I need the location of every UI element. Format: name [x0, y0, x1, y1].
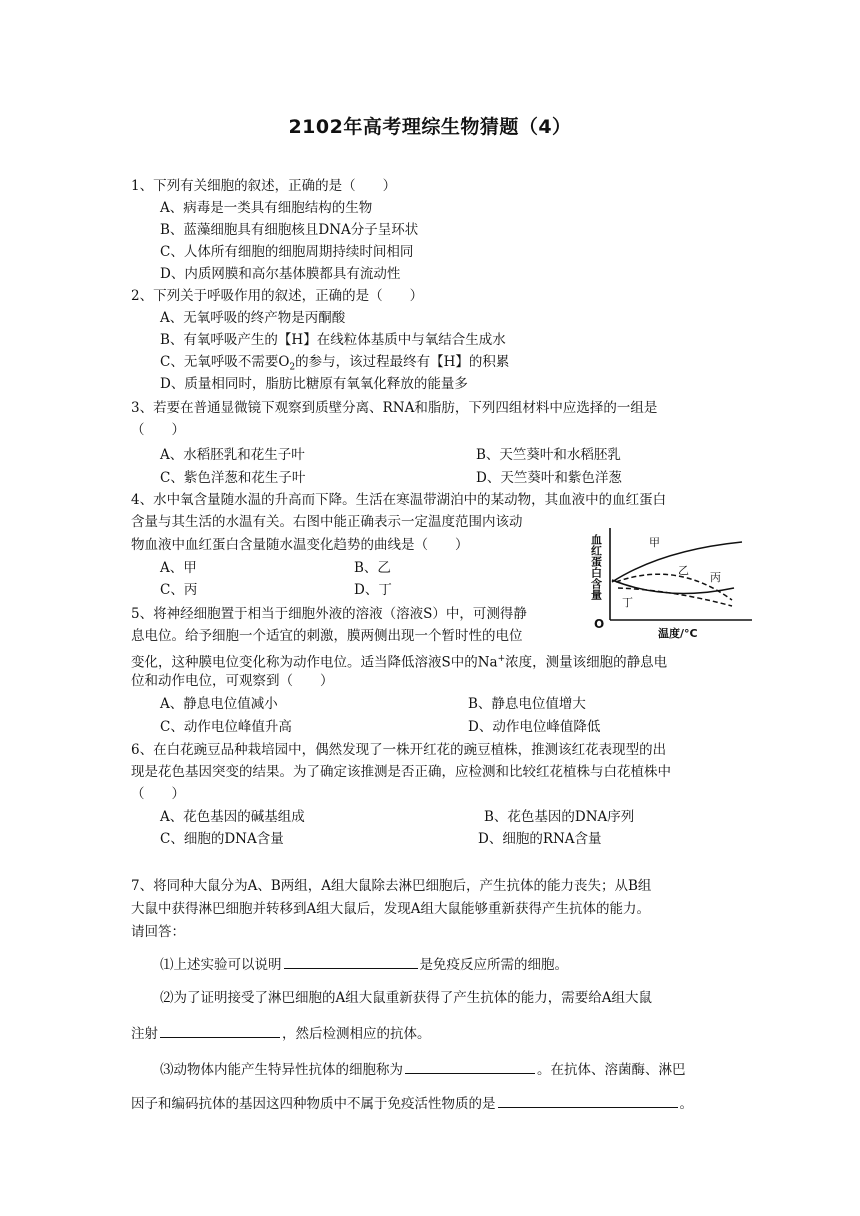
series-ding-label: 丁 [622, 596, 633, 609]
q4-option-a: A、甲 [160, 560, 197, 576]
hemoglobin-temperature-chart [582, 520, 758, 640]
q5-stem-cont3: 位和动作电位，可观察到（ ） [131, 673, 334, 689]
q4-option-b: B、乙 [354, 560, 391, 576]
q7-stem-cont2: 请回答： [131, 924, 185, 940]
page-title: 2102年高考理综生物猜题（4） [288, 116, 572, 138]
q2-option-a: A、无氧呼吸的终产物是丙酮酸 [160, 310, 346, 326]
q6-stem-cont: 现是花色基因突变的结果。为了确定该推测是否正确，应检测和比较红花植株与白花植株中 [131, 764, 671, 780]
q4-option-d: D、丁 [354, 582, 392, 598]
q6-option-b: B、花色基因的DNA序列 [484, 809, 635, 825]
q2-option-d: D、质量相同时，脂肪比糖原有氧氧化释放的能量多 [160, 376, 468, 392]
y-axis-label: 血红蛋白含量 [589, 534, 603, 600]
q1-option-a: A、病毒是一类具有细胞结构的生物 [160, 200, 373, 216]
q6-option-a: A、花色基因的碱基组成 [160, 809, 305, 825]
q5-stem-cont2: 变化，这种膜电位变化称为动作电位。适当降低溶液S中的Na+浓度，测量该细胞的静息电 [131, 654, 668, 671]
q7-part1-blank[interactable] [284, 954, 418, 969]
q3-option-b: B、天竺葵叶和水稻胚乳 [476, 447, 621, 463]
q7-part2-line1: ⑵为了证明接受了淋巴细胞的A组大鼠重新获得了产生抗体的能力，需要给A组大鼠 [160, 990, 652, 1006]
q3-option-a: A、水稻胚乳和花生子叶 [160, 447, 305, 463]
q5-option-a: A、静息电位值减小 [160, 696, 278, 712]
q7-part3-blank-2[interactable] [498, 1093, 678, 1108]
q3-option-c: C、紫色洋葱和花生子叶 [160, 470, 306, 486]
q1-option-d: D、内质网膜和高尔基体膜都具有流动性 [160, 266, 401, 282]
q1-stem: 1、下列有关细胞的叙述，正确的是（ ） [131, 178, 397, 194]
origin-label: O [594, 617, 605, 631]
q2-stem: 2、下列关于呼吸作用的叙述，正确的是（ ） [131, 288, 424, 304]
q3-option-d: D、天竺葵叶和紫色洋葱 [476, 470, 622, 486]
q7-stem: 7、将同种大鼠分为A、B两组，A组大鼠除去淋巴细胞后，产生抗体的能力丧失；从B组 [131, 878, 652, 894]
series-bing-label: 丙 [710, 571, 721, 584]
q7-part3-blank-1[interactable] [405, 1059, 535, 1074]
q6-stem: 6、在白花豌豆品种栽培园中，偶然发现了一株开红花的豌豆植株，推测该红花表现型的出 [131, 742, 667, 758]
series-yi-label: 乙 [678, 564, 689, 577]
q7-part2-line2: 注射 ，然后检测相应的抗体。 [131, 1023, 431, 1043]
q6-option-c: C、细胞的DNA含量 [160, 831, 284, 847]
q5-option-c: C、动作电位峰值升高 [160, 719, 292, 735]
q5-stem-cont: 息电位。给予细胞一个适宜的刺激，膜两侧出现一个暂时性的电位 [131, 628, 523, 644]
q2-option-c: C、无氧呼吸不需要$O_2$的参与，该过程最终有【H】的积累 [160, 354, 510, 373]
q6-stem-cont2: （ ） [131, 786, 185, 802]
q6-option-d: D、细胞的RNA含量 [478, 831, 602, 847]
q4-option-c: C、丙 [160, 582, 198, 598]
q4-stem-cont2: 物血液中血红蛋白含量随水温变化趋势的曲线是（ ） [131, 537, 469, 553]
q5-option-b: B、静息电位值增大 [468, 696, 586, 712]
q5-stem: 5、将神经细胞置于相当于细胞外液的溶液（溶液S）中，可测得静 [131, 606, 527, 622]
q7-part2-blank[interactable] [160, 1023, 280, 1038]
series-jia-label: 甲 [649, 536, 660, 549]
q7-part3-line1: ⑶动物体内能产生特异性抗体的细胞称为 。在抗体、溶菌酶、淋巴 [160, 1059, 686, 1079]
q1-option-c: C、人体所有细胞的细胞周期持续时间相同 [160, 244, 414, 260]
q1-option-b: B、蓝藻细胞具有细胞核且DNA分子呈环状 [160, 222, 419, 238]
q7-part1: ⑴上述实验可以说明 是免疫反应所需的细胞。 [160, 954, 568, 974]
series-jia-line [612, 542, 742, 582]
q2-option-b: B、有氧呼吸产生的【H】在线粒体基质中与氧结合生成水 [160, 332, 506, 348]
x-axis-label: 温度/°C [658, 627, 698, 640]
q4-stem: 4、水中氧含量随水温的升高而下降。生活在寒温带湖泊中的某动物，其血液中的血红蛋白 [131, 492, 667, 508]
q3-stem: 3、若要在普通显微镜下观察到质壁分离、RNA和脂肪，下列四组材料中应选择的一组是 [131, 400, 658, 416]
q7-part3-line2: 因子和编码抗体的基因这四种物质中不属于免疫活性物质的是 。 [131, 1093, 693, 1113]
q7-stem-cont: 大鼠中获得淋巴细胞并转移到A组大鼠后，发现A组大鼠能够重新获得产生抗体的能力。 [131, 901, 650, 917]
q5-option-d: D、动作电位峰值降低 [468, 719, 601, 735]
q3-stem-cont: （ ） [131, 422, 185, 438]
q4-stem-cont: 含量与其生活的水温有关。右图中能正确表示一定温度范围内该动 [131, 514, 523, 530]
